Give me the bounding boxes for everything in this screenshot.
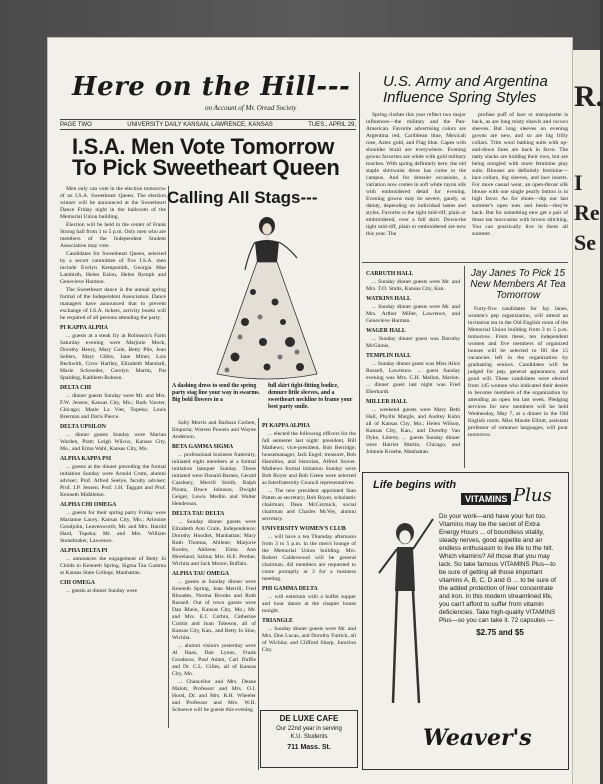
illustration-caption-right: full skirt tight-fitting bodice, demure little sleeves, and a sweetheart neckline to frame your best party smile. bbox=[268, 383, 353, 410]
section-text: Sally Morris and Barbara Corbett, Emporia; Warren Powers and Wayne Anderson. bbox=[172, 420, 256, 440]
section-head: UNIVERSITY WOMEN'S CLUB bbox=[262, 526, 346, 532]
article-paragraph: Forty-five candidates for Jay Janes, women's pep organization, will attend an invitation tea in the Old English room of the Memorial Union building from 3 to 5 p.m. tomorrow. From these, ten independent women and five members of organized houses will be selected to fill the 15 vacancies left in the organization by graduating seniors. Candidates will be judged for pep, general appearance, and good will. These candidates were elected from 145 women who indicated their desire to become members of the organization by attending an open tea last week. Pledging services for new members will be held Wednesday, May 7, at a dinner in the Old English room. Miss Maude Elliott, assistant professor of romance languages, will pour tomorrow. bbox=[468, 306, 568, 438]
ad-price: $2.75 and $5 bbox=[476, 628, 524, 637]
section-head: PI KAPPA ALPHA bbox=[60, 325, 108, 331]
section-text: ... Sunday dinner guests were Elizabeth Ann Crain, Independence; Dorothy Hoodlet, Manhattan; Mary Ruth Thomas, Abilene; Marjorie Border, Abilene; Elma Ann Moreland, Salina; Mrs. H.E. Perdue, Wichita and Jack Moore, Buffalo. bbox=[172, 519, 256, 567]
masthead-subtitle: on Account of Mr. Oread Society bbox=[205, 104, 297, 112]
section-text: ... professional business fraternity, initiated eight members at a formal initiation banquet Sunday. Those initiated were Donald Barnes, Gerald Cassbury, Merrill Smith, Ralph Plouta, Bruce Johnson, Dwight Geiger, Lewis Medlin and Walter Henderson. bbox=[172, 452, 256, 507]
article-paragraph: Spring clothes this year reflect two major influences—the military and the Pan-American. Favorite advertising colors are Argentina red, Caribbean blue, Mexicali rose, Aztec gold, and Flag blue. Capes with shoulder braid are everywhere. Evening gowns favorites are white with gold military touches. With spring definitely here, the old staple shirtwaist dress has come to the campus. And for dressier occasions, a variation now comes in soft white rayon silk with embroidered detail for evening. Evening gowns may be severe, gaudy, or dainty, depending on individual tastes and styles. Favorite is the tight mid-riff, plain or embroidered, over a full skirt. Down-the tight mid-riff, plain or embroidered are new this year. The bbox=[366, 112, 466, 237]
ad-brand: VITAMINS bbox=[461, 493, 511, 505]
adjacent-page-fragment: R. bbox=[574, 80, 603, 113]
section-head: PI KAPPA ALPHA bbox=[262, 423, 310, 429]
column-society-three bbox=[262, 420, 356, 706]
section-head: WATKINS HALL bbox=[366, 296, 411, 302]
cafe-tagline: Our 22nd year in serving bbox=[276, 726, 342, 732]
section-text: ... Sunday dinner guest was Miss Alice Russell, Lawrence. ... guest Sunday evening was Mrs. C.H. Mallon, Marion. ... dinner guest last night was Fred Eberhardt. bbox=[366, 361, 460, 395]
ad-body bbox=[439, 513, 561, 638]
article-paragraph: Men only can vote in the election tomorrow of an I.S.A. Sweetheart Queen. The election winner will be announced at the Sweetheart Dance Friday night in the ballroom of the Memorial Union building. bbox=[60, 186, 166, 220]
section-text: ... Sunday dinner guests were Mr. and Mrs. Don Lucas, and Dorothy Furtick, all of Wichita; and Clifford Sharp, Junction City. bbox=[262, 626, 356, 653]
vitamins-plus-ad bbox=[362, 472, 569, 770]
section-text: ... guests at a steak fry at Robinson's Farm Saturday evening were Marjorie Mock, Dorothy Henry, Mary Cole, Betty Pile, Jean Sellers, Mary Gibbs, Jane Miner, Lois Beckwith, Crow Hartley, Elizabeth Marshall, Marie Schroeder, Carolyn Martin, Pat Spalding, Kathleen Robson. bbox=[60, 333, 166, 381]
issue-date: TUES., APRIL 29, bbox=[308, 121, 356, 128]
swimmer-illustration bbox=[367, 513, 437, 713]
illustration-caption-left: A dashing dress to send the spring party stag line your way in swarms. Big bold flowers in a bbox=[172, 383, 260, 403]
column-rule bbox=[464, 266, 465, 468]
cafe-name: DE LUXE CAFE bbox=[279, 714, 339, 723]
main-headline: I.S.A. Men Vote Tomorrow To Pick Sweetheart Queen bbox=[72, 134, 340, 180]
jay-janes-headline: Jay Janes To Pick 15 New Members At Tea Tomorrow bbox=[470, 268, 566, 301]
section-text: ... Sunday dinner guests were Mr. and Mrs. T.O. Stults, Kansas City, Kan. bbox=[366, 279, 460, 292]
section-head: DELTA CHI bbox=[60, 385, 92, 391]
fashion-feature-title: Calling All Stags--- bbox=[167, 188, 318, 207]
evening-gown-illustration bbox=[205, 212, 335, 384]
section-text: ... guests at dinner Sunday were bbox=[66, 588, 138, 594]
styles-column-b bbox=[472, 112, 568, 260]
section-head: ALPHA TAU OMEGA bbox=[172, 571, 230, 577]
section-text: ... elected the following officers for the fall semester last night: president, Bill Mathews; vice-president, Bob Berridge; housemanager, Jack Engel; treasurer, Bob Hamilton, and historian, Alfred Stover. Mathews formal initiation Sunday were Bob Royer and Bob Green were selected as Interfraternity Council representatives. bbox=[262, 431, 356, 486]
section-head: TRIANGLE bbox=[262, 618, 293, 624]
section-head: ALPHA CHI OMEGA bbox=[60, 502, 117, 508]
ad-store-name: Weaver's bbox=[423, 725, 532, 751]
masthead-title: Here on the Hill--- bbox=[72, 72, 351, 102]
section-head: PHI GAMMA DELTA bbox=[262, 586, 318, 592]
section-text: ... guests at Sunday dinner were Kenneth Spring, Jean Merrill, Fred Rhoades, Norma Brooks and Ruth Russell. Out of town guests were Dan Rhein, Kansas City, Mo.; Mr. and Mrs. E.J. Corbin, Catherine Corbin and Joan Tobeson, all of Kansas City, Kan., and Betty Jo Sine, Wichita. bbox=[172, 579, 256, 641]
article-paragraph: The Sweetheart dance is the annual spring formal of the Independent Association. Dance managers have announced that to prevent exchange of I.S.A. tickets, activity books will be required of all persons attending the party. bbox=[60, 287, 166, 321]
column-rule bbox=[258, 418, 259, 770]
section-head: WAGER HALL bbox=[366, 328, 406, 334]
ad-brand-plus: Plus bbox=[513, 485, 552, 506]
ad-body-text: Do your work—and have your fun too. Vitamins may be the secret of Extra Energy Hours ... of boundless vitality, steady nerves, good appetite and an endless enthusiasm to live life to the hilt. Which vitamins? All those that you may lack. So take famous VITAMINS Plus—to be sure of getting all those important vitamins A, B, C, D and G ... to be sure of the added protection of liver concentrate and iron. In this modern streamlined life, you can't afford to suffer from vitamin deficiencies. Take high-quality VITAMINS Plus—so you can take it. 72 capsules — bbox=[439, 513, 556, 624]
section-head: ALPHA KAPPA PSI bbox=[60, 456, 112, 462]
horizontal-rule bbox=[362, 262, 568, 263]
styles-headline: U.S. Army and Argentina Influence Spring Styles bbox=[383, 73, 548, 106]
column-isa-society bbox=[60, 186, 166, 726]
article-paragraph: Candidates for Sweetheart Queen, selected by a secret committee of five I.S.A. men include Evelyn Kempsmith, Georgia Mae Lambirth, Helen Ealon, Helen Rymph and Genevieve Harmon. bbox=[60, 251, 166, 285]
cafe-tagline-2: K.U. Students bbox=[290, 734, 328, 740]
section-text: ... dinner guests Sunday were Mr. and Mrs. F.W. Jensen, Kansas City, Mo.; Ruth Vawter, Chicago; Marie La Vier, Topeka; Louis Brerman and Doris Pierce. bbox=[60, 393, 166, 420]
section-head: ALPHA DELTA PI bbox=[60, 548, 108, 554]
page-number: PAGE TWO bbox=[60, 121, 92, 128]
section-text: ... guests at the dinner preceding the formal initiation Sunday were Arnold Crum, alumni adviser; Prof. Alfred Seelye, faculty adviser; Prof. J.P. Jensen; Prof. J.H. Taggart and Prof. Kenneth Middleton. bbox=[60, 464, 166, 498]
column-society-two bbox=[172, 420, 256, 770]
section-text: ... alumni visitors yesterday were Al Haas, Dan Lyons, Frank Goodnow, Paul Adam, Carl Duffie and Dr. C.L. Gilles, all of Kansas City, Mo. bbox=[172, 643, 256, 677]
section-text: ... will entertain with a buffet supper and hour dance at the chapter house tonight. bbox=[262, 594, 356, 614]
de-luxe-cafe-ad bbox=[260, 710, 358, 768]
section-head: TEMPLIN HALL bbox=[366, 353, 411, 359]
section-text: ... Chancellor and Mrs. Deane Malott, Professor and Mrs. O.J. Hood, Dr. and Mrs. R.H. Wheeler and Professor and Mrs. W.H. Schoewe will be guests this evening bbox=[172, 679, 256, 713]
section-text: ... will have a tea Thursday afternoon from 3 to 5 p.m. in the men's lounge of the Memorial Union building. Mrs. Robert Calderwood will be general chairman. All members are requested to come promptly at 3 for a business meeting. bbox=[262, 534, 356, 582]
section-text: ... Sunday dinner guests were Mr. and Mrs. Arthur Miller, Lawrence, and Genevieve Harman. bbox=[366, 304, 460, 324]
ad-headline: Life begins with bbox=[373, 479, 457, 491]
section-head: DELTA TAU DELTA bbox=[172, 511, 225, 517]
jay-janes-article bbox=[468, 306, 568, 468]
column-rule bbox=[168, 186, 169, 728]
publication-name: UNIVERSITY DAILY KANSAN, LAWRENCE, KANSAS bbox=[127, 121, 273, 128]
adjacent-page-edge bbox=[572, 50, 603, 784]
section-text: ... guests for their spring party Friday were Marianne Lacey, Kansas City, Mo.; Arlouine Goodjohn, Leavenworth; Mr. and Mrs. Harold Hard, Topeka; Mr. and Mrs. William Stonebraker, Lawrence. bbox=[60, 510, 166, 544]
adjacent-page-fragment: Re bbox=[574, 200, 600, 225]
section-head: DELTA UPSILON bbox=[60, 424, 106, 430]
article-paragraph: profuse puff of lace or marquisette is back, as are long misty shawls and rococo sleeves. But long sleeves on evening gowns are new, and so are big frilly collars. Trim wool bathing suits with up-and-down lines are back in favor. The natty slacks are holding their own, but are being mingled with more feminine play suits. Blouses are definitely feminine—lace collars, big sleeves, and lace inserts. For more casual wear, an open-throat silk blouse with one single pearly button is in high favor. As for shoes—dip out last summer's open toes and heels—they're back. But for something new get a pair of those tan moccasins with brown stitching. You can practically live in them all summer. bbox=[472, 112, 568, 237]
section-head: CARRUTH HALL bbox=[366, 271, 414, 277]
adjacent-page-fragment: I bbox=[574, 170, 583, 195]
section-text: ... dinner guests Sunday were Marian Warden, Pratt; Leigh Wilcox, Kansas City, Mo., and Erma Wahl, Kansas City, Mo. bbox=[60, 432, 166, 452]
section-head: CHI OMEGA bbox=[60, 580, 95, 586]
section-text: ... announces the engagement of Betty Jo Childs to Kenneth Spring. Sigma Tau Gamma at Kansas State College, Manhattan. bbox=[60, 556, 166, 576]
styles-column-a bbox=[366, 112, 466, 260]
page-info-bar bbox=[60, 119, 356, 130]
column-rule bbox=[359, 72, 360, 472]
column-halls bbox=[366, 268, 460, 468]
section-head: BETA GAMMA SIGMA bbox=[172, 444, 234, 450]
adjacent-page-fragment: Se bbox=[574, 230, 596, 255]
article-paragraph: Election will be held in the center of Frank Strong hall from 1 to 5 p.m. Only men who are members of the Independent Student Association may vote. bbox=[60, 222, 166, 249]
section-text: ... weekend guests were Mary Beth Hall, Phyllis Margle, and Audrey Kuhn all of Kansas City, Mo.; Helen Wilson, Kansas City, Kan.; and Dorothy Van Dyke, Liberty. ... guests Sunday dinner were Harriet Martin, Chicago, and Johnnie Kroehe, Manhattan. bbox=[366, 407, 460, 455]
section-head: MILLER HALL bbox=[366, 399, 408, 405]
section-text: ... Sunday dinner guest was Dorothy McGinnis. bbox=[366, 336, 460, 349]
cafe-address: 711 Mass. St. bbox=[287, 744, 331, 751]
section-text: ... The new president appointed Stan Patten as secretary; Bob Royer, scholastic chairman; Dean McCormick, social chairman and Charles McVey, alumni secretary. bbox=[262, 488, 356, 522]
